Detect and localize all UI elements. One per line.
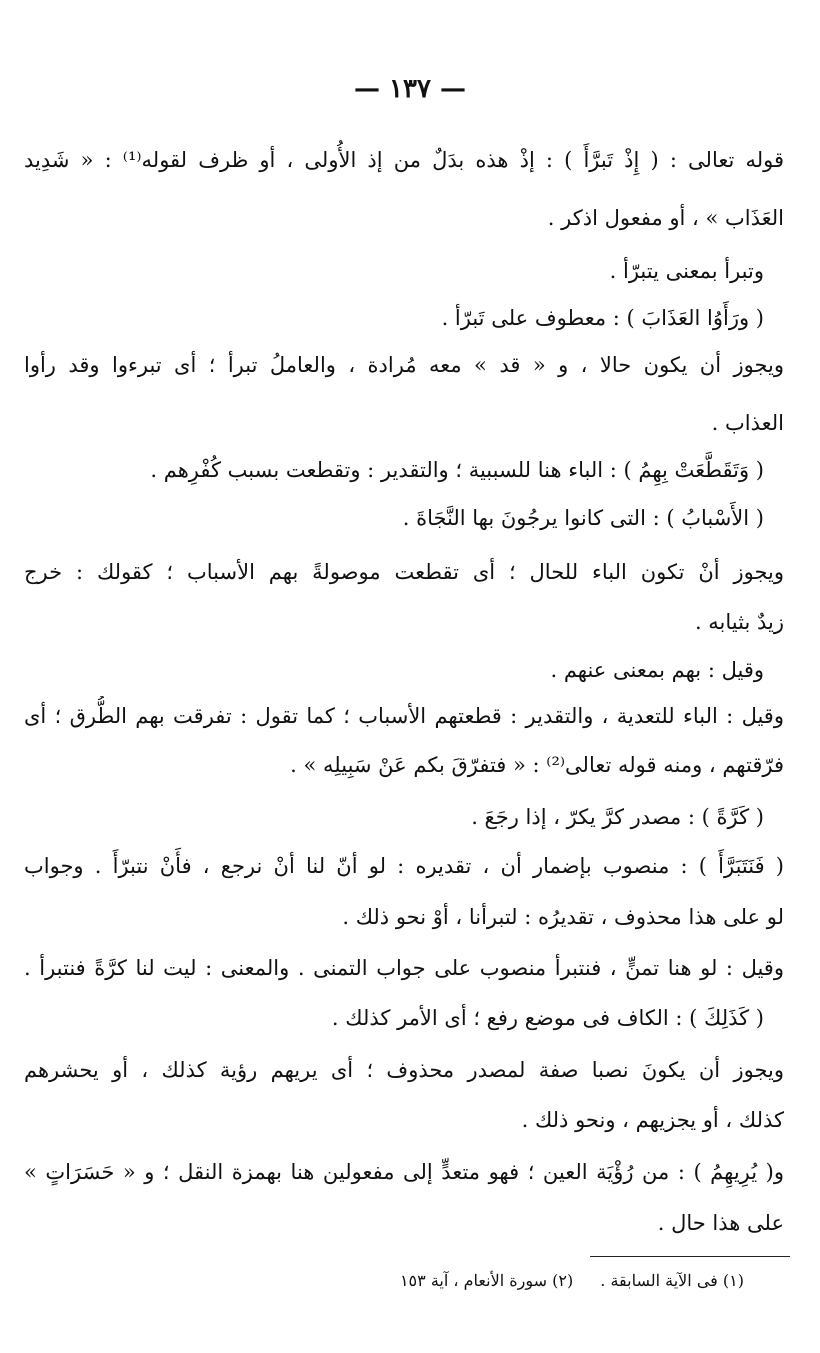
text-line-12: وقيل : الباء للتعدية ، والتقدير : قطعتهم الأسباب ؛ كما تقول : تفرقت بهم الطُّرق ؛ أى bbox=[24, 704, 784, 728]
text-line-21: و( يُرِيهِمُ ) : من رُؤْيَة العين ؛ فهو متعدٍّ إلى مفعولين هنا بهمزة النقل ؛ و « حَسَرَاتٍ » bbox=[24, 1160, 784, 1184]
footnotes bbox=[44, 1268, 744, 1294]
text-line-20: كذلك ، أو يجزيهم ، ونحو ذلك . bbox=[521, 1108, 784, 1132]
page-number: — ١٣٧ — bbox=[353, 74, 467, 104]
text-line-22: على هذا حال . bbox=[657, 1211, 784, 1235]
text-line-4: ( ورَأَوُا العَذَابَ ) : معطوف على تَبرّأ . bbox=[441, 306, 764, 330]
text-line-15: ( فَنَتَبَرَّأَ ) : منصوب بإضمار أن ، تقديره : لو أنّ لنا أنْ نرجع ، فأَنْ نتبرّأَ . وجواب bbox=[24, 854, 784, 878]
footnote-2: (٢) سورة الأنعام ، آية ١٥٣ bbox=[399, 1271, 574, 1290]
text-line-7: ( وَتَقَطَّعَتْ بِهِمُ ) : الباء هنا للسببية ؛ والتقدير : وتقطعت بسبب كُفْرِهم . bbox=[150, 458, 764, 482]
text-line-16: لو على هذا محذوف ، تقديرُه : لتبرأنا ، أوْ نحو ذلك . bbox=[342, 905, 784, 929]
footnote-separator bbox=[590, 1256, 790, 1257]
text-line-18: ( كَذَلِكَ ) : الكاف فى موضع رفع ؛ أى الأمر كذلك . bbox=[331, 1006, 764, 1030]
text-line-19: ويجوز أن يكونَ نصبا صفة لمصدر محذوف ؛ أى يريهم رؤية كذلك ، أو يحشرهم bbox=[24, 1058, 784, 1082]
text-line-8: ( الأَسْبابُ ) : التى كانوا يرجُونَ بها النَّجَاةَ . bbox=[402, 506, 764, 530]
text-line-13: فرّقتهم ، ومنه قوله تعالى⁽²⁾ : « فتفرّقَ بكم عَنْ سَبِيلِه » . bbox=[290, 753, 784, 777]
text-line-17: وقيل : لو هنا تمنٍّ ، فنتبرأ منصوب على جواب التمنى . والمعنى : ليت لنا كرَّةً فنتبرأ . bbox=[24, 956, 784, 980]
text-line-3: وتبرأ بمعنى يتبرّأ . bbox=[609, 259, 764, 283]
text-line-14: ( كَرَّةً ) : مصدر كرَّ يكرّ ، إذا رجَعَ . bbox=[471, 805, 764, 829]
text-line-6: العذاب . bbox=[711, 411, 784, 435]
footnote-1: (١) فى الآية السابقة . bbox=[600, 1271, 744, 1290]
text-line-11: وقيل : بهم بمعنى عنهم . bbox=[550, 658, 764, 682]
text-line-2: العَذَاب » ، أو مفعول اذكر . bbox=[547, 206, 784, 230]
text-line-10: زيدٌ بثيابه . bbox=[694, 610, 784, 634]
text-line-9: ويجوز أنْ تكون الباء للحال ؛ أى تقطعت موصولةً بهم الأسباب ؛ كقولك : خرج bbox=[24, 560, 784, 584]
text-line-5: ويجوز أن يكون حالا ، و « قد » معه مُرادة ، والعاملُ تبرأ ؛ أى تبرءوا وقد رأوا bbox=[24, 353, 784, 377]
text-line-1: قوله تعالى : ( إِذْ تَبرَّأَ ) : إذْ هذه بدَلٌ من إذ الأُولى ، أو ظرف لقوله⁽¹⁾ : « شَدِيد bbox=[24, 148, 784, 172]
